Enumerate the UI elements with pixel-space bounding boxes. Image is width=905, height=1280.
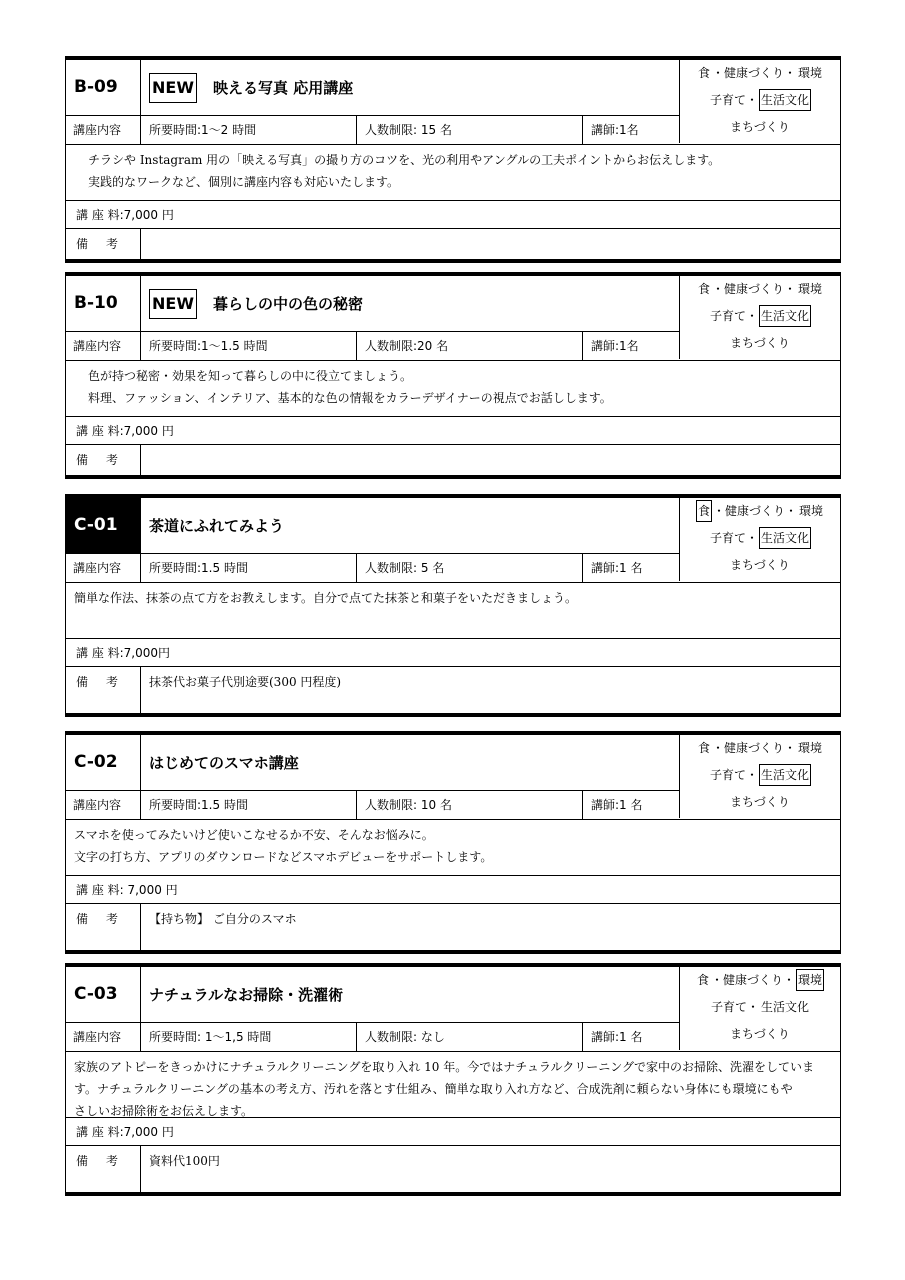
note-value: 資料代100円 (149, 1154, 220, 1168)
course-fee: 講 座 料:7,000 円 (66, 1118, 840, 1146)
category-line (680, 552, 840, 579)
course-title: 映える写真 応用講座 (212, 79, 354, 97)
category-line (680, 1021, 840, 1048)
capacity: 人数制限:20 名 (357, 332, 583, 360)
category-item: 環境 (796, 969, 824, 991)
category-item: まちづくり (730, 1027, 790, 1041)
category-item: 生活文化 (759, 89, 811, 111)
course-fee: 講 座 料:7,000 円 (66, 417, 840, 445)
note-label: 備考 (66, 1146, 141, 1192)
capacity: 人数制限: 10 名 (357, 791, 583, 819)
note-value: 【持ち物】 ご自分のスマホ (149, 912, 297, 926)
course-note-row (66, 229, 840, 259)
description-line: 家族のアトピーをきっかけにナチュラルクリーニングを取り入れ 10 年。今ではナチュラルクリーニングで家中のお掃除、洗濯をしていま (74, 1060, 815, 1074)
category-item: 食 (696, 973, 709, 987)
course-note-row (66, 904, 840, 950)
course-card (65, 494, 841, 717)
instructors: 講師:1 名 (591, 561, 643, 575)
category-item: 食 (697, 741, 710, 755)
category-list (679, 60, 840, 143)
category-list (679, 967, 840, 1050)
category-item: 環境 (798, 741, 823, 755)
duration: 所要時間:1.5 時間 (141, 554, 357, 582)
category-item: ・健康づくり・ (711, 741, 796, 755)
category-list (679, 276, 840, 359)
duration: 所要時間: 1〜1,5 時間 (141, 1023, 357, 1051)
category-line (680, 276, 840, 303)
course-title-cell (141, 735, 681, 790)
course-title-cell (141, 498, 681, 553)
capacity: 人数制限: 5 名 (357, 554, 583, 582)
course-code: C-03 (66, 967, 141, 1022)
course-description (66, 145, 840, 201)
category-item: 環境 (798, 66, 823, 80)
category-line (680, 994, 840, 1021)
description-line: 料理、ファッション、インテリア、基本的な色の情報をカラーデザイナーの視点でお話しします。 (88, 391, 612, 405)
course-description (66, 361, 840, 417)
duration: 所要時間:1〜1.5 時間 (141, 332, 357, 360)
category-line (680, 762, 840, 789)
category-line (680, 498, 840, 525)
description-line: 実践的なワークなど、個別に講座内容も対応いたします。 (88, 175, 400, 189)
category-item: ・健康づくり・ (711, 282, 796, 296)
description-line: 文字の打ち方、アプリのダウンロードなどスマホデビューをサポートします。 (74, 850, 493, 864)
category-list (679, 735, 840, 818)
course-fee: 講 座 料: 7,000 円 (66, 876, 840, 904)
category-item: 子育て・ (709, 768, 758, 782)
content-label: 講座内容 (66, 332, 141, 360)
description-line: 簡単な作法、抹茶の点て方をお教えします。自分で点てた抹茶と和菓子をいただきましょう。 (74, 591, 578, 605)
content-label: 講座内容 (66, 554, 141, 582)
course-code: C-01 (66, 498, 141, 553)
course-card (65, 963, 841, 1196)
course-fee: 講 座 料:7,000 円 (66, 201, 840, 229)
category-item: ・健康づくり・ (712, 504, 797, 518)
course-title-cell (141, 276, 681, 331)
category-line (680, 735, 840, 762)
category-item: 環境 (798, 282, 823, 296)
new-badge: NEW (149, 289, 197, 319)
capacity: 人数制限: 15 名 (357, 116, 583, 144)
category-item: 生活文化 (761, 1000, 810, 1014)
course-title: 茶道にふれてみよう (149, 517, 285, 535)
course-note-row (66, 445, 840, 475)
duration: 所要時間:1.5 時間 (141, 791, 357, 819)
note-value: 抹茶代お菓子代別途要(300 円程度) (149, 675, 342, 689)
course-title: はじめてのスマホ講座 (149, 754, 299, 772)
category-line (680, 330, 840, 357)
course-code: B-09 (66, 60, 141, 115)
course-code: B-10 (66, 276, 141, 331)
capacity: 人数制限: なし (357, 1023, 583, 1051)
note-label: 備考 (66, 445, 141, 475)
course-fee: 講 座 料:7,000円 (66, 639, 840, 667)
course-note-row (66, 667, 840, 713)
content-label: 講座内容 (66, 116, 141, 144)
category-item: 生活文化 (759, 305, 811, 327)
instructors: 講師:1名 (591, 123, 639, 137)
note-label: 備考 (66, 904, 141, 950)
note-value (141, 229, 149, 235)
category-line (680, 303, 840, 330)
category-item: まちづくり (730, 336, 790, 350)
content-label: 講座内容 (66, 791, 141, 819)
category-line (680, 967, 840, 994)
category-item: ・健康づくり・ (711, 66, 796, 80)
course-description (66, 1052, 840, 1118)
course-card (65, 56, 841, 263)
note-label: 備考 (66, 229, 141, 259)
category-item: 子育て・ (709, 309, 758, 323)
course-description (66, 583, 840, 639)
course-title-cell (141, 967, 681, 1022)
category-line (680, 525, 840, 552)
course-card (65, 272, 841, 479)
note-label: 備考 (66, 667, 141, 713)
category-item: 子育て・ (709, 93, 758, 107)
category-line (680, 114, 840, 141)
description-line: スマホを使ってみたいけど使いこなせるか不安、そんなお悩みに。 (74, 828, 434, 842)
description-line: さしいお掃除術をお伝えします。 (74, 1104, 254, 1118)
category-line (680, 60, 840, 87)
category-item: ・健康づくり・ (710, 973, 795, 987)
course-card (65, 731, 841, 954)
category-item: 食 (697, 66, 710, 80)
category-item: まちづくり (730, 120, 790, 134)
category-item: 食 (697, 282, 710, 296)
category-item: 生活文化 (759, 764, 811, 786)
category-list (679, 498, 840, 581)
category-item: まちづくり (730, 558, 790, 572)
content-label: 講座内容 (66, 1023, 141, 1051)
course-description (66, 820, 840, 876)
note-value (141, 445, 149, 451)
course-note-row (66, 1146, 840, 1192)
category-line (680, 789, 840, 816)
instructors: 講師:1名 (591, 339, 639, 353)
category-item: 子育て・ (709, 531, 758, 545)
new-badge: NEW (149, 73, 197, 103)
category-item: 環境 (799, 504, 824, 518)
category-item: まちづくり (730, 795, 790, 809)
category-line (680, 87, 840, 114)
course-title-cell (141, 60, 681, 115)
description-line: す。ナチュラルクリーニングの基本の考え方、汚れを落とす仕組み、簡単な取り入れ方など、合成洗剤に頼らない身体にも環境にもや (74, 1082, 793, 1096)
category-item: 食 (696, 500, 712, 522)
course-code: C-02 (66, 735, 141, 790)
duration: 所要時間:1〜2 時間 (141, 116, 357, 144)
instructors: 講師:1 名 (591, 1030, 643, 1044)
course-title: ナチュラルなお掃除・洗濯術 (149, 986, 344, 1004)
description-line: チラシや Instagram 用の「映える写真」の撮り方のコツを、光の利用やアングルの工夫ポイントからお伝えします。 (88, 153, 721, 167)
description-line: 色が持つ秘密・効果を知って暮らしの中に役立てましょう。 (88, 369, 413, 383)
course-title: 暮らしの中の色の秘密 (212, 295, 363, 313)
instructors: 講師:1 名 (591, 798, 643, 812)
category-item: 生活文化 (759, 527, 811, 549)
category-item: 子育て・ (710, 1000, 759, 1014)
